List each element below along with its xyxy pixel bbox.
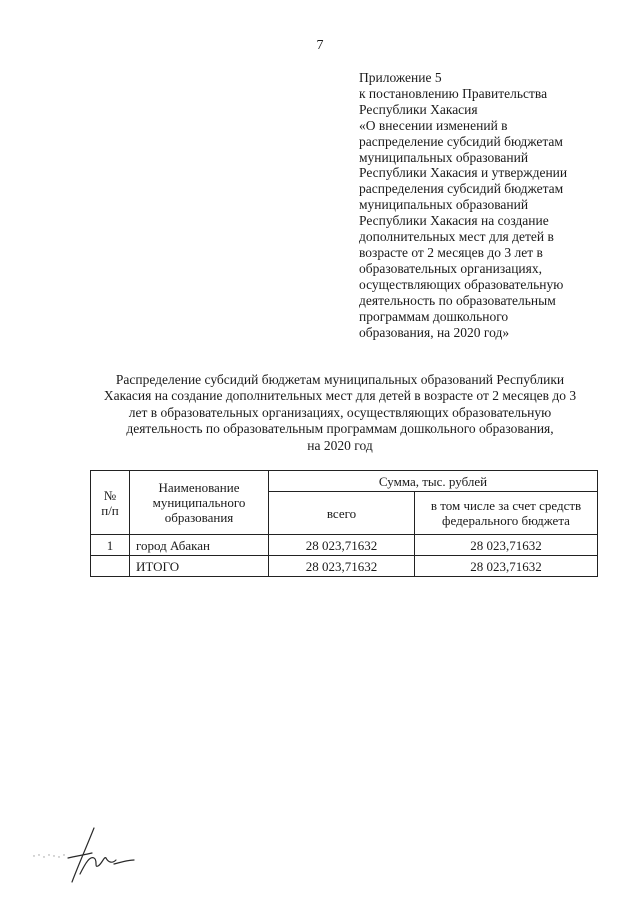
appendix-line: муниципальных образований xyxy=(359,197,529,213)
appendix-line: деятельность по образовательным xyxy=(359,292,556,308)
cell-num: 1 xyxy=(91,535,130,556)
cell-name: ИТОГО xyxy=(130,556,269,577)
table-row xyxy=(91,535,598,556)
cell-name: город Абакан xyxy=(130,535,269,556)
signature-icon xyxy=(28,822,148,884)
heading-line: Хакасия на создание дополнительных мест для детей в возрасте от 2 месяцев до 3 xyxy=(103,388,577,404)
appendix-line: возрасте от 2 месяцев до 3 лет в xyxy=(359,244,543,260)
cell-num xyxy=(91,556,130,577)
cell-total: 28 023,71632 xyxy=(269,556,415,577)
heading-line: Распределение субсидий бюджетам муниципальных образований Республики xyxy=(115,372,565,387)
appendix-block xyxy=(359,70,609,340)
header-federal: в том числе за счет средств федерального бюджета xyxy=(415,492,598,535)
heading-line: на 2020 год xyxy=(307,437,373,453)
document-heading xyxy=(80,372,600,454)
cell-total: 28 023,71632 xyxy=(269,535,415,556)
appendix-line: муниципальных образований xyxy=(359,149,529,165)
appendix-line: осуществляющих образовательную xyxy=(359,276,564,292)
appendix-line: Республики Хакасия на создание xyxy=(359,213,549,229)
appendix-line: Республики Хакасия и утверждении xyxy=(359,165,568,181)
heading-line: лет в образовательных организациях, осуществляющих образовательную xyxy=(128,404,552,420)
header-num: № п/п xyxy=(91,471,130,535)
appendix-line: распределение субсидий бюджетам xyxy=(359,133,563,149)
appendix-line: «О внесении изменений в xyxy=(359,117,508,133)
header-sum: Сумма, тыс. рублей xyxy=(269,471,598,492)
subsidy-table xyxy=(90,470,598,577)
table-total-row xyxy=(91,556,598,577)
cell-federal: 28 023,71632 xyxy=(415,556,598,577)
appendix-line: образования, на 2020 год» xyxy=(359,324,510,340)
table-header-row xyxy=(91,471,598,492)
appendix-line: программам дошкольного xyxy=(359,308,509,324)
cell-federal: 28 023,71632 xyxy=(415,535,598,556)
header-name: Наименование муниципального образования xyxy=(130,471,269,535)
appendix-line: к постановлению Правительства xyxy=(359,85,548,101)
appendix-line: Республики Хакасия xyxy=(359,101,478,117)
heading-line: деятельность по образовательным программам дошкольного образования, xyxy=(126,421,554,437)
appendix-line: распределения субсидий бюджетам xyxy=(359,181,564,197)
appendix-line: образовательных организациях, xyxy=(359,260,542,276)
appendix-line: Приложение 5 xyxy=(359,70,442,85)
header-total: всего xyxy=(269,492,415,535)
appendix-line: дополнительных мест для детей в xyxy=(359,229,554,245)
page-number: 7 xyxy=(316,38,324,53)
